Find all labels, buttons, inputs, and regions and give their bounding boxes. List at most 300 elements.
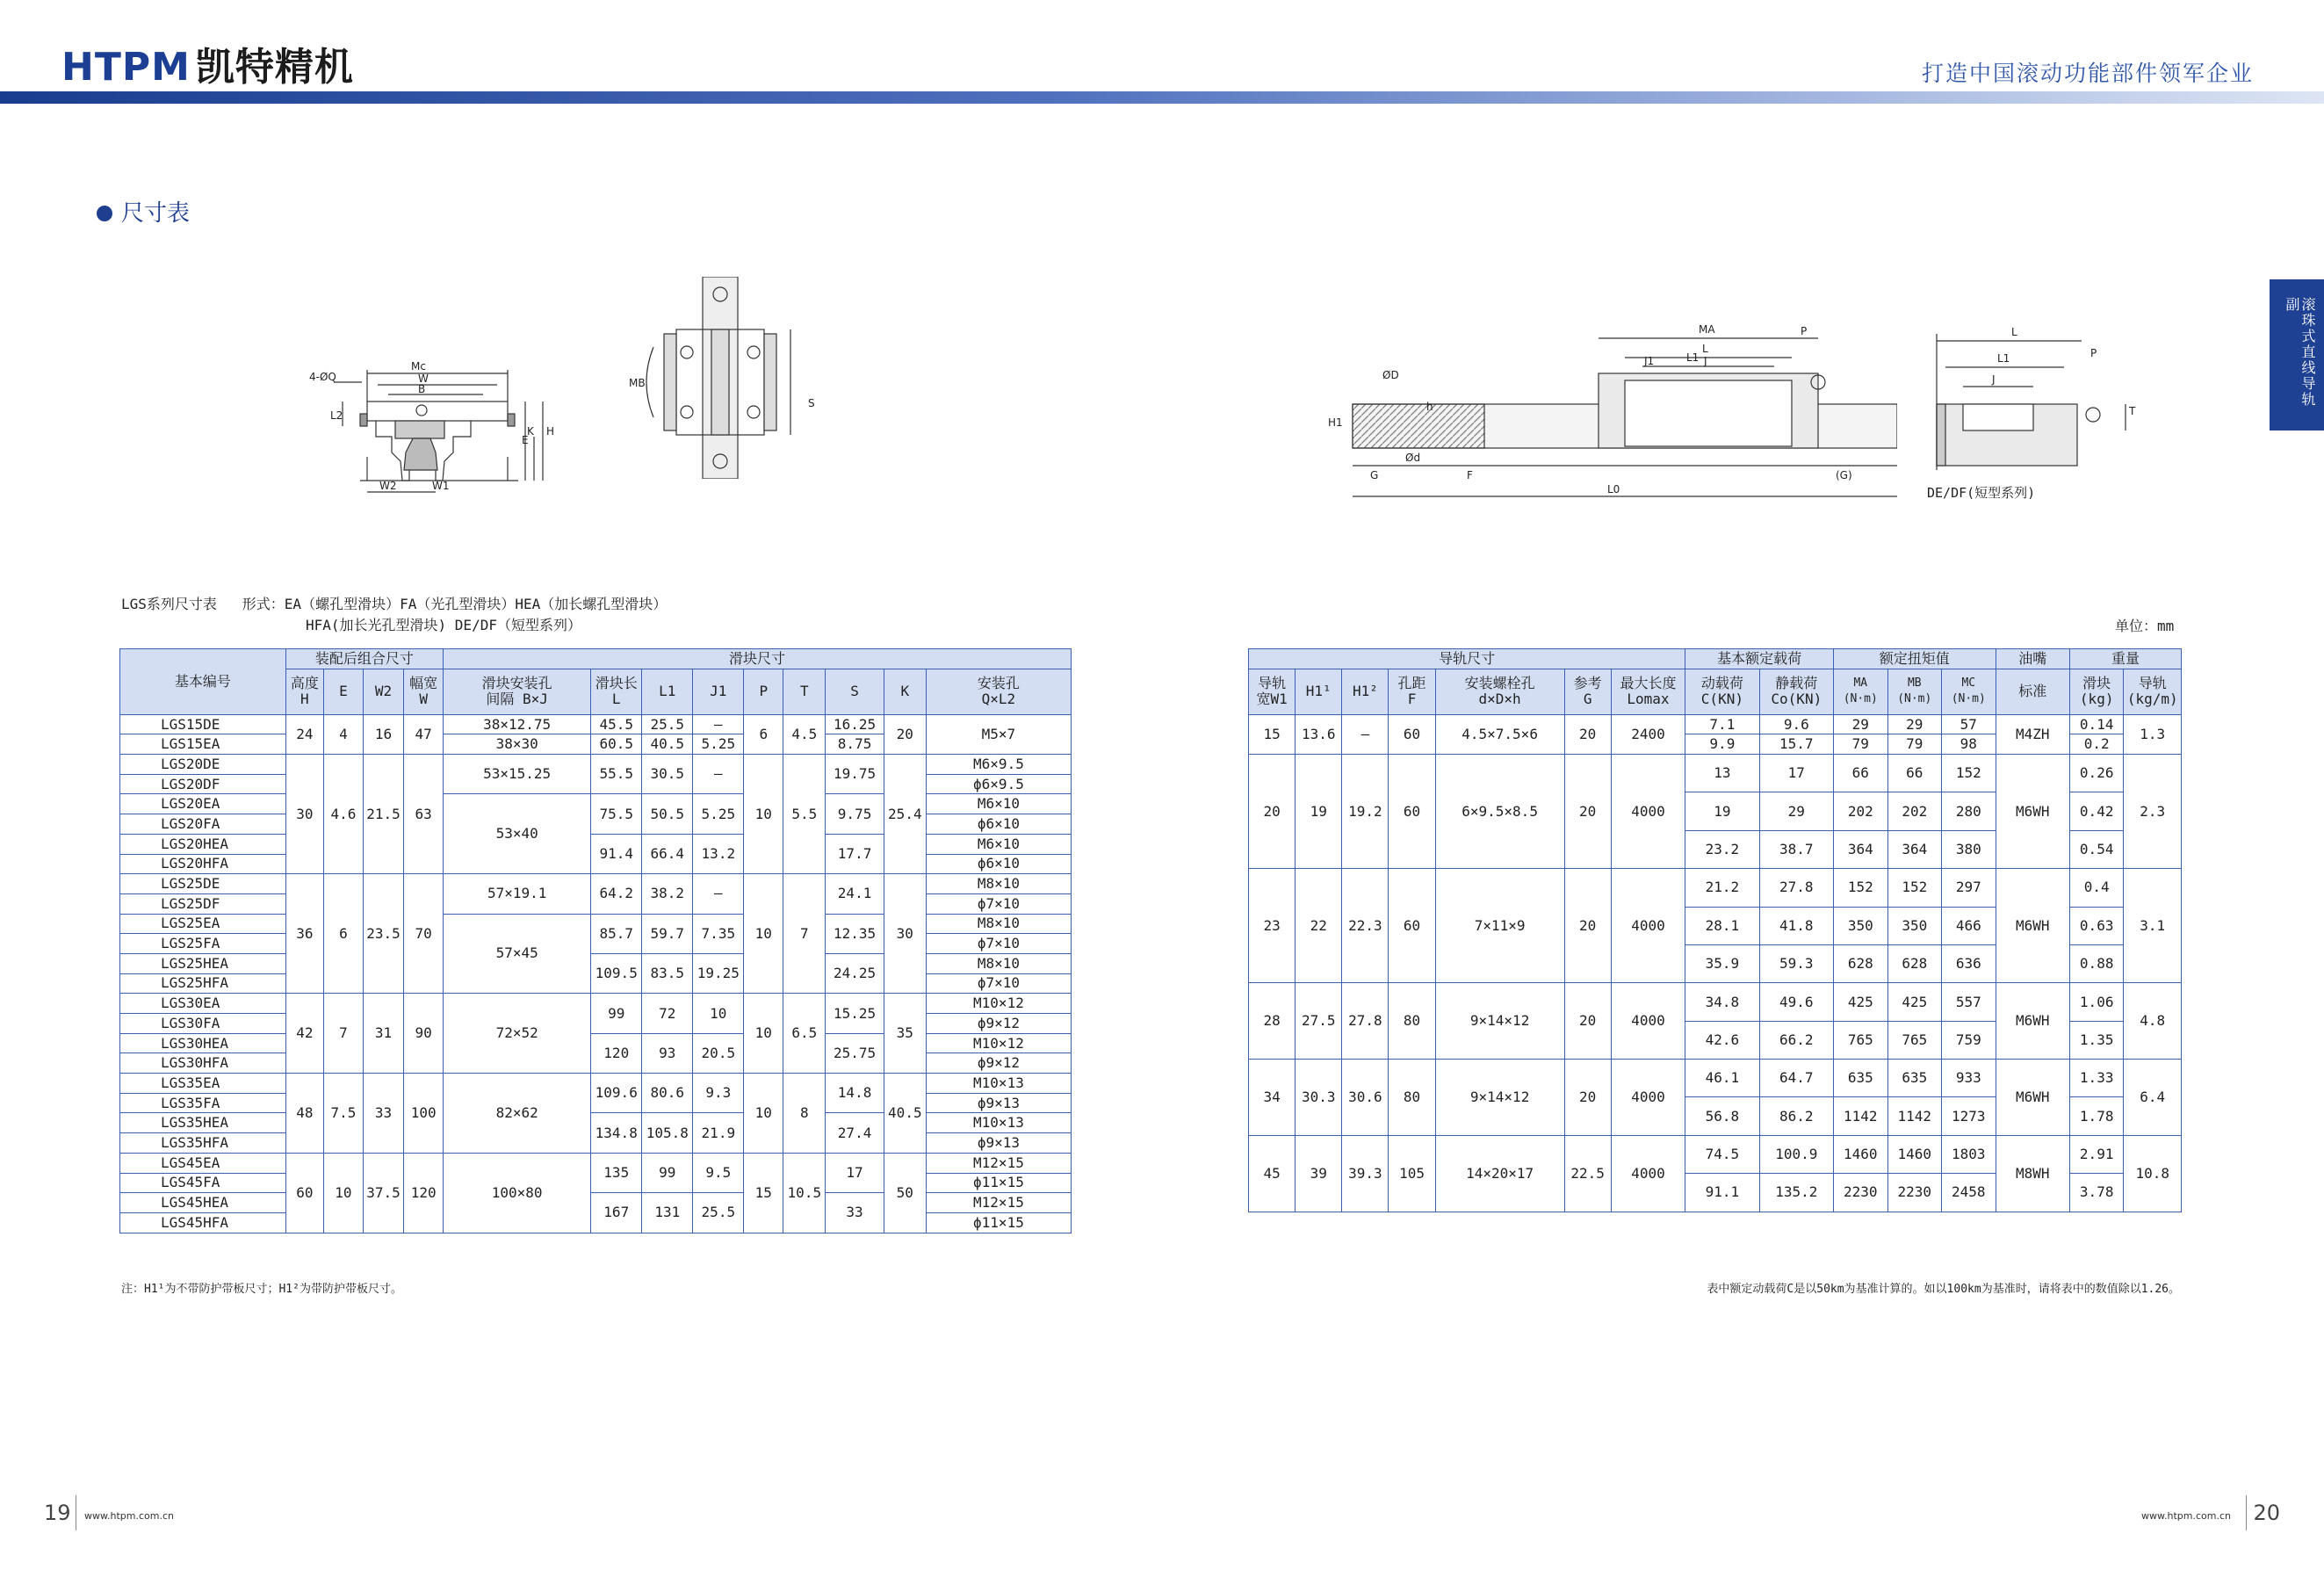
cell: 35.9 (1685, 944, 1759, 982)
cell: 39 (1296, 1135, 1342, 1212)
cell: 13.2 (693, 834, 744, 873)
note-left: 注：H1¹为不带防护带板尺寸；H1²为带防护带板尺寸。 (121, 1283, 402, 1296)
cell: 280 (1942, 792, 1996, 830)
cell: 66.2 (1759, 1021, 1833, 1059)
cross-section-drawing (307, 338, 571, 505)
cell: 6.5 (783, 994, 826, 1074)
de-df-caption: DE/DF(短型系列) (1927, 485, 2036, 501)
cell: 7 (783, 874, 826, 994)
cell: 1.06 (2069, 983, 2124, 1021)
cell: 1273 (1942, 1097, 1996, 1135)
cell: 24.1 (826, 874, 884, 914)
th-torque: 额定扭矩值 (1834, 649, 1996, 669)
dim-j: J (1704, 355, 1707, 367)
footer-url-right[interactable]: www.htpm.com.cn (2141, 1510, 2231, 1522)
cell: 25.4 (884, 755, 926, 874)
th-l1: L1 (642, 669, 693, 714)
dim-l-short: L (2011, 326, 2017, 338)
table-row (120, 1113, 1072, 1133)
caption-line-2: HFA(加长光孔型滑块) DE/DF（短型系列） (306, 617, 581, 633)
dim-h-small: h (1426, 401, 1433, 413)
model-cell: LGS25DF (120, 893, 286, 914)
right-spec-table (1248, 648, 2182, 1212)
cell: 6 (744, 714, 783, 754)
cell: 60 (1389, 869, 1435, 983)
cell: 42 (285, 994, 323, 1074)
dim-g-paren: (G) (1836, 469, 1852, 481)
th-k: K (884, 669, 926, 714)
cell: 25.5 (693, 1193, 744, 1233)
cell: 27.5 (1296, 983, 1342, 1060)
cell: 2230 (1834, 1174, 1888, 1212)
cell: 152 (1834, 869, 1888, 907)
model-cell: LGS15DE (120, 714, 286, 734)
cell: 12.35 (826, 914, 884, 953)
cell: 2.91 (2069, 1135, 2124, 1173)
th-e: E (323, 669, 363, 714)
cell: 0.14 (2069, 714, 2124, 734)
cell: 15.25 (826, 994, 884, 1033)
dim-k: K (527, 425, 534, 438)
cell: 60 (1389, 755, 1435, 869)
cell: M6WH (1996, 755, 2069, 869)
cell: 33 (363, 1074, 403, 1154)
cell: 152 (1887, 869, 1942, 907)
table-row (120, 834, 1072, 854)
th-assembly: 装配后组合尺寸 (285, 649, 443, 669)
dim-p-short: P (2090, 347, 2097, 359)
cell: 63 (404, 755, 444, 874)
cell: 4.5 (783, 714, 826, 754)
th-bj: 滑块安装孔 间隔 B×J (444, 669, 591, 714)
th-block: 滑块尺寸 (444, 649, 1072, 669)
de-df-drawing (1923, 316, 2161, 510)
table-row (1249, 1060, 2182, 1079)
cell: 1460 (1887, 1135, 1942, 1173)
cell: 1.78 (2069, 1097, 2124, 1135)
cell: M12×15 (926, 1193, 1071, 1213)
dim-l-side: L (1702, 343, 1708, 355)
cell: 27.4 (826, 1113, 884, 1153)
cell: 8.75 (826, 734, 884, 755)
cell: 20 (1564, 869, 1611, 983)
bullet-icon (97, 206, 112, 221)
cell: 47 (404, 714, 444, 754)
cell: 0.88 (2069, 944, 2124, 982)
cell: 425 (1834, 983, 1888, 1021)
cell: 17 (826, 1153, 884, 1192)
cell: 98 (1942, 734, 1996, 755)
model-cell: LGS30EA (120, 994, 286, 1014)
cell: 57×19.1 (444, 874, 591, 914)
cell: M6WH (1996, 983, 2069, 1060)
cell: 765 (1887, 1021, 1942, 1059)
th-wr: 导轨 (kg/m) (2124, 669, 2182, 714)
cell: 48 (285, 1074, 323, 1154)
cell: 759 (1942, 1021, 1996, 1059)
cell: 55.5 (591, 755, 642, 794)
cell: 14×20×17 (1435, 1135, 1564, 1212)
cell: 636 (1942, 944, 1996, 982)
th-std: 标准 (1996, 669, 2069, 714)
section-title-text: 尺寸表 (121, 200, 191, 227)
cell: M6×9.5 (926, 755, 1071, 775)
cell: 0.63 (2069, 907, 2124, 944)
cell: 2458 (1942, 1174, 1996, 1212)
cell: 17 (1759, 755, 1833, 792)
section-title (97, 195, 190, 228)
dim-g: G (1370, 469, 1379, 481)
th-model: 基本编号 (120, 649, 286, 715)
cell: 635 (1887, 1060, 1942, 1097)
cell: 25.75 (826, 1033, 884, 1073)
cell: 16.25 (826, 714, 884, 734)
cell: 53×40 (444, 794, 591, 874)
cell: 765 (1834, 1021, 1888, 1059)
cell: 30.3 (1296, 1060, 1342, 1136)
th-f: 孔距 F (1389, 669, 1435, 714)
cell: 5.25 (693, 734, 744, 755)
cell: 56.8 (1685, 1097, 1759, 1135)
model-cell: LGS20HEA (120, 834, 286, 854)
model-cell: LGS25FA (120, 934, 286, 954)
cell: 131 (642, 1193, 693, 1233)
cell: 82×62 (444, 1074, 591, 1154)
footer-divider-right (2246, 1495, 2247, 1530)
cell: 23.5 (363, 874, 403, 994)
table-row (1249, 1135, 2182, 1154)
cell: 80.6 (642, 1074, 693, 1113)
table-row (120, 914, 1072, 934)
cell: 49.6 (1759, 983, 1833, 1021)
cell: 0.42 (2069, 792, 2124, 830)
model-cell: LGS45HEA (120, 1193, 286, 1213)
cell: 2400 (1611, 714, 1685, 754)
cell: 9×14×12 (1435, 983, 1564, 1060)
th-ma: MA (N·m) (1834, 669, 1888, 714)
cell: 100 (404, 1074, 444, 1154)
cell: 3.1 (2124, 869, 2182, 983)
table-row (120, 714, 1072, 734)
cell: 91.4 (591, 834, 642, 873)
unit-label: 单位：mm (2115, 618, 2175, 634)
cell: 57 (1942, 714, 1996, 734)
cell: 59.3 (1759, 944, 1833, 982)
cell: 25.5 (642, 714, 693, 734)
cell: 86.2 (1759, 1097, 1833, 1135)
left-spec-table (119, 648, 1072, 1233)
th-bolt: 安装螺栓孔 d×D×h (1435, 669, 1564, 714)
model-cell: LGS20EA (120, 794, 286, 814)
cell: 30 (285, 755, 323, 874)
th-j1: J1 (693, 669, 744, 714)
cell: 34.8 (1685, 983, 1759, 1021)
cell: 628 (1887, 944, 1942, 982)
cell: 83.5 (642, 953, 693, 993)
cell: 60 (285, 1153, 323, 1233)
cell: 93 (642, 1033, 693, 1073)
cell: — (693, 874, 744, 914)
model-cell: LGS15EA (120, 734, 286, 755)
th-lmax: 最大长度 Lomax (1611, 669, 1685, 714)
cell: 100×80 (444, 1153, 591, 1233)
th-h: 高度 H (285, 669, 323, 714)
cell: 19.2 (1342, 755, 1389, 869)
cell: 23 (1249, 869, 1296, 983)
cell: 10 (693, 994, 744, 1033)
cell: 4000 (1611, 869, 1685, 983)
cell: 39.3 (1342, 1135, 1389, 1212)
cell: 30.5 (642, 755, 693, 794)
th-g: 参考 G (1564, 669, 1611, 714)
model-cell: LGS35EA (120, 1074, 286, 1094)
cell: ϕ11×15 (926, 1212, 1071, 1233)
th-weight: 重量 (2069, 649, 2181, 669)
cell: 20 (1564, 714, 1611, 754)
footer-url-left[interactable]: www.htpm.com.cn (84, 1510, 174, 1522)
dim-lo: L0 (1607, 483, 1620, 496)
cell: 4.5×7.5×6 (1435, 714, 1564, 754)
cell: 8 (783, 1074, 826, 1154)
cell: 10.5 (783, 1153, 826, 1233)
cell: 350 (1834, 907, 1888, 944)
cell: 28.1 (1685, 907, 1759, 944)
cell: 64.7 (1759, 1060, 1833, 1097)
cell: 120 (591, 1033, 642, 1073)
cell: 35 (884, 994, 926, 1074)
cell: 74.5 (1685, 1135, 1759, 1173)
cell: 4.8 (2124, 983, 2182, 1060)
cell: 7×11×9 (1435, 869, 1564, 983)
cell: M10×12 (926, 994, 1071, 1014)
cell: 24 (285, 714, 323, 754)
dim-ma: MA (1699, 323, 1715, 336)
th-s: S (826, 669, 884, 714)
th-h1a: H1¹ (1296, 669, 1342, 714)
cell: ϕ7×10 (926, 893, 1071, 914)
cell: 0.4 (2069, 869, 2124, 907)
cell: 628 (1834, 944, 1888, 982)
cell: 29 (1834, 714, 1888, 734)
table-row (1249, 983, 2182, 1002)
table-row (120, 1074, 1072, 1094)
cell: 20 (1564, 983, 1611, 1060)
cell: 1.33 (2069, 1060, 2124, 1097)
cell: 4 (323, 714, 363, 754)
cell: 46.1 (1685, 1060, 1759, 1097)
model-cell: LGS35HEA (120, 1113, 286, 1133)
cell: 20 (1564, 1060, 1611, 1136)
cell: 10 (744, 1074, 783, 1154)
cell: 70 (404, 874, 444, 994)
cell: M5×7 (926, 714, 1071, 754)
cell: 0.26 (2069, 755, 2124, 792)
dim-s: S (808, 397, 815, 409)
logo-text-cn: 凯特精机 (195, 45, 354, 90)
table-row (120, 1033, 1072, 1053)
dim-p: P (1801, 325, 1808, 337)
cell: 5.25 (693, 794, 744, 834)
cell: M6WH (1996, 869, 2069, 983)
cell: 350 (1887, 907, 1942, 944)
cell: M10×13 (926, 1113, 1071, 1133)
cell: 20.5 (693, 1033, 744, 1073)
cell: 60 (1389, 714, 1435, 754)
cell: 21.5 (363, 755, 403, 874)
cell: M6WH (1996, 1060, 2069, 1136)
cell: M4ZH (1996, 714, 2069, 754)
cell: 10 (744, 994, 783, 1074)
dim-mc: Mc (411, 360, 426, 373)
model-cell: LGS45EA (120, 1153, 286, 1173)
cell: 29 (1887, 714, 1942, 734)
th-p: P (744, 669, 783, 714)
cell: 9.6 (1759, 714, 1833, 734)
dim-w2: W2 (379, 480, 397, 492)
cell: 2.3 (2124, 755, 2182, 869)
cell: 20 (1249, 755, 1296, 869)
cell: 10.8 (2124, 1135, 2182, 1212)
dim-j1: J1 (1644, 355, 1655, 367)
model-cell: LGS25DE (120, 874, 286, 894)
cell: 6×9.5×8.5 (1435, 755, 1564, 869)
cell: 45 (1249, 1135, 1296, 1212)
dim-mb: MB (629, 377, 646, 389)
dim-h: H (546, 425, 555, 438)
th-mb: MB (N·m) (1887, 669, 1942, 714)
cell: 135 (591, 1153, 642, 1192)
dim-l2: L2 (330, 409, 343, 422)
model-cell: LGS20DE (120, 755, 286, 775)
cell: 21.9 (693, 1113, 744, 1153)
cell: 425 (1887, 983, 1942, 1021)
cell: 22.5 (1564, 1135, 1611, 1212)
cell: 33 (826, 1193, 884, 1233)
cell: 109.6 (591, 1074, 642, 1113)
th-rail: 导轨尺寸 (1249, 649, 1685, 669)
dim-e: E (522, 434, 529, 446)
cell: 16 (363, 714, 403, 754)
cell: 19 (1296, 755, 1342, 869)
cell: 40.5 (642, 734, 693, 755)
cell: 27.8 (1342, 983, 1389, 1060)
table-row (120, 1153, 1072, 1173)
cell: 21.2 (1685, 869, 1759, 907)
cell: 364 (1834, 830, 1888, 868)
table-row (120, 755, 1072, 775)
cell: 80 (1389, 1060, 1435, 1136)
th-w1: 导轨 宽W1 (1249, 669, 1296, 714)
cell: 99 (642, 1153, 693, 1192)
dim-h1: H1 (1328, 416, 1343, 429)
table-row (120, 953, 1072, 973)
model-cell: LGS20DF (120, 774, 286, 794)
cell: 72 (642, 994, 693, 1033)
cell: 364 (1887, 830, 1942, 868)
cell: 22 (1296, 869, 1342, 983)
cell: 635 (1834, 1060, 1888, 1097)
cell: ϕ9×13 (926, 1133, 1071, 1154)
cell: 1803 (1942, 1135, 1996, 1173)
caption-line-1: LGS系列尺寸表 形式：EA（螺孔型滑块）FA（光孔型滑块）HEA（加长螺孔型滑块） (121, 596, 668, 612)
cell: 17.7 (826, 834, 884, 873)
cell: 135.2 (1759, 1174, 1833, 1212)
cell: 10 (323, 1153, 363, 1233)
model-cell: LGS25EA (120, 914, 286, 934)
side-tab[interactable]: 滚珠式直线导轨副 (2270, 279, 2324, 430)
cell: 100.9 (1759, 1135, 1833, 1173)
cell: 45.5 (591, 714, 642, 734)
dim-f: F (1467, 469, 1473, 481)
cell: 59.7 (642, 914, 693, 953)
cell: 9.9 (1685, 734, 1759, 755)
dim-l1: L1 (1686, 351, 1700, 364)
cell: 79 (1834, 734, 1888, 755)
cell: 99 (591, 994, 642, 1033)
cell: 91.1 (1685, 1174, 1759, 1212)
page-number-left: 19 (44, 1501, 71, 1525)
table-row (1249, 714, 2182, 734)
model-cell: LGS20FA (120, 814, 286, 835)
cell: 38×30 (444, 734, 591, 755)
side-view-drawing (1326, 303, 1897, 514)
cell: 50 (884, 1153, 926, 1233)
cell: 19 (1685, 792, 1759, 830)
cell: 72×52 (444, 994, 591, 1074)
cell: 80 (1389, 983, 1435, 1060)
cell: 79 (1887, 734, 1942, 755)
cell: 14.8 (826, 1074, 884, 1113)
cell: ϕ11×15 (926, 1173, 1071, 1193)
th-w2: W2 (363, 669, 403, 714)
cell: 20 (1564, 755, 1611, 869)
cell: ϕ9×12 (926, 1053, 1071, 1074)
cell: 29 (1759, 792, 1833, 830)
cell: 60.5 (591, 734, 642, 755)
th-co: 静载荷 Co(KN) (1759, 669, 1833, 714)
cell: 4000 (1611, 1135, 1685, 1212)
cell: ϕ9×12 (926, 1014, 1071, 1034)
cell: 1.3 (2124, 714, 2182, 754)
cell: M6×10 (926, 794, 1071, 814)
cell: 75.5 (591, 794, 642, 834)
note-right: 表中额定动载荷C是以50km为基准计算的。如以100km为基准时，请将表中的数值除以1.26。 (1707, 1283, 2180, 1296)
th-oil: 油嘴 (1996, 649, 2069, 669)
cell: 3.78 (2069, 1174, 2124, 1212)
cell: 2230 (1887, 1174, 1942, 1212)
cell: 15 (744, 1153, 783, 1233)
cell: — (693, 714, 744, 734)
cell: 34 (1249, 1060, 1296, 1136)
cell: 30 (884, 874, 926, 994)
cell: 30.6 (1342, 1060, 1389, 1136)
cell: 66 (1887, 755, 1942, 792)
table-row (1249, 755, 2182, 774)
cell: 933 (1942, 1060, 1996, 1097)
cell: 134.8 (591, 1113, 642, 1153)
cell: 50.5 (642, 794, 693, 834)
cell: 15 (1249, 714, 1296, 754)
cell: 57×45 (444, 914, 591, 994)
th-l: 滑块长 L (591, 669, 642, 714)
cell: 120 (404, 1153, 444, 1233)
cell: ϕ7×10 (926, 973, 1071, 994)
cell: 4000 (1611, 1060, 1685, 1136)
slogan: 打造中国滚动功能部件领军企业 (1921, 61, 2254, 86)
cell: 105.8 (642, 1113, 693, 1153)
th-mc: MC (N·m) (1942, 669, 1996, 714)
dim-w1: W1 (432, 480, 450, 492)
